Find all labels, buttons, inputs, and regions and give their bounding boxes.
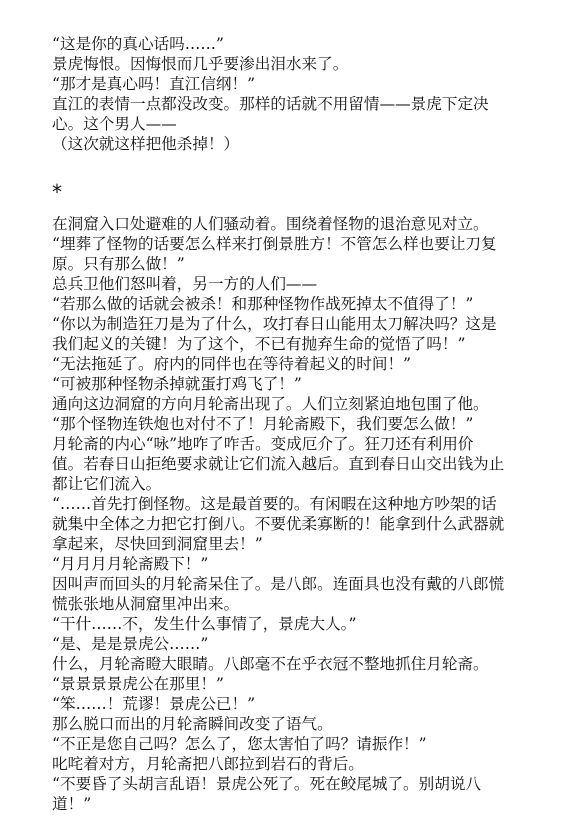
section-separator: * — [52, 180, 62, 204]
text-line: “这是你的真心话吗……” — [52, 35, 224, 53]
text-line: “无法拖延了。府内的同伴也在等待着起义的时间！” — [52, 355, 412, 373]
text-line: “那才是真心吗！直江信纲！” — [52, 75, 256, 93]
text-line: 值。若春日山拒绝要求就让它们流入越后。直到春日山交出钱为止 — [52, 455, 505, 473]
text-line: “你以为制造狂刀是为了什么，攻打春日山能用太刀解决吗？这是 — [52, 315, 497, 333]
text-line: 心。这个男人—— — [52, 115, 177, 133]
passage-two — [52, 214, 539, 814]
text-line: “干什……不，发生什么事情了，景虎大人。” — [52, 615, 357, 633]
text-line: 都让它们流入。 — [52, 475, 162, 493]
text-line: 月轮斋的内心“咏”地咋了咋舌。变成厄介了。狂刀还有利用价 — [52, 435, 474, 453]
text-line: 那么脱口而出的月轮斋瞬间改变了语气。 — [52, 715, 333, 733]
passage-one — [52, 34, 539, 154]
section-gap — [52, 154, 539, 180]
text-line: 因叫声而回头的月轮斋呆住了。是八郎。连面具也没有戴的八郎慌 — [52, 575, 505, 593]
text-line: 原。只有那么做！” — [52, 255, 185, 273]
text-line: 总兵卫他们怒叫着，另一方的人们—— — [52, 275, 318, 293]
text-line: “景景景景虎公在那里！” — [52, 675, 224, 693]
text-line: “笨……！荒谬！景虎公已！” — [52, 695, 256, 713]
text-line: 什么，月轮斋瞪大眼睛。八郎毫不在乎衣冠不整地抓住月轮斋。 — [52, 655, 489, 673]
text-line: “那个怪物连铁炮也对付不了！月轮斋殿下，我们要怎么做！” — [52, 415, 474, 433]
text-line: 景虎悔恨。因悔恨而几乎要渗出泪水来了。 — [52, 55, 349, 73]
text-line: “不正是您自己吗？怎么了，您太害怕了吗？请振作！” — [52, 735, 427, 753]
text-line: （这次就这样把他杀掉！） — [52, 135, 240, 153]
text-line: 我们起义的关键！为了这个，不已有抛弃生命的觉悟了吗！” — [52, 335, 466, 353]
text-line: 道！” — [52, 795, 92, 813]
separator-gap — [52, 204, 539, 214]
text-line: 就集中全体之力把它打倒八。不要优柔寡断的！能拿到什么武器就 — [52, 515, 505, 533]
text-line: “埋葬了怪物的话要怎么样来打倒景胜方！不管怎么样也要让刀复 — [52, 235, 497, 253]
text-line: “……首先打倒怪物。这是最首要的。有闲暇在这种地方吵架的话 — [52, 495, 497, 513]
text-line: “月月月月轮斋殿下！” — [52, 555, 209, 573]
text-line: 直江的表情一点都没改变。那样的话就不用留情——景虎下定决 — [52, 95, 489, 113]
text-line: 在洞窟入口处避难的人们骚动着。围绕着怪物的退治意见对立。 — [52, 215, 489, 233]
text-line: “不要昏了头胡言乱语！景虎公死了。死在鲛尾城了。别胡说八 — [52, 775, 482, 793]
text-line: “是、是是景虎公……” — [52, 635, 209, 653]
text-line: 叱咤着对方，月轮斋把八郎拉到岩石的背后。 — [52, 755, 364, 773]
text-line: “可被那种怪物杀掉就蛋打鸡飞了！” — [52, 375, 302, 393]
text-line: “若那么做的话就会被杀！和那种怪物作战死掉太不值得了！” — [52, 295, 474, 313]
text-line: 通向这边洞窟的方向月轮斋出现了。人们立刻紧迫地包围了他。 — [52, 395, 489, 413]
text-line: 慌张张地从洞窟里冲出来。 — [52, 595, 240, 613]
text-line: 拿起来，尽快回到洞窟里去！” — [52, 535, 263, 553]
